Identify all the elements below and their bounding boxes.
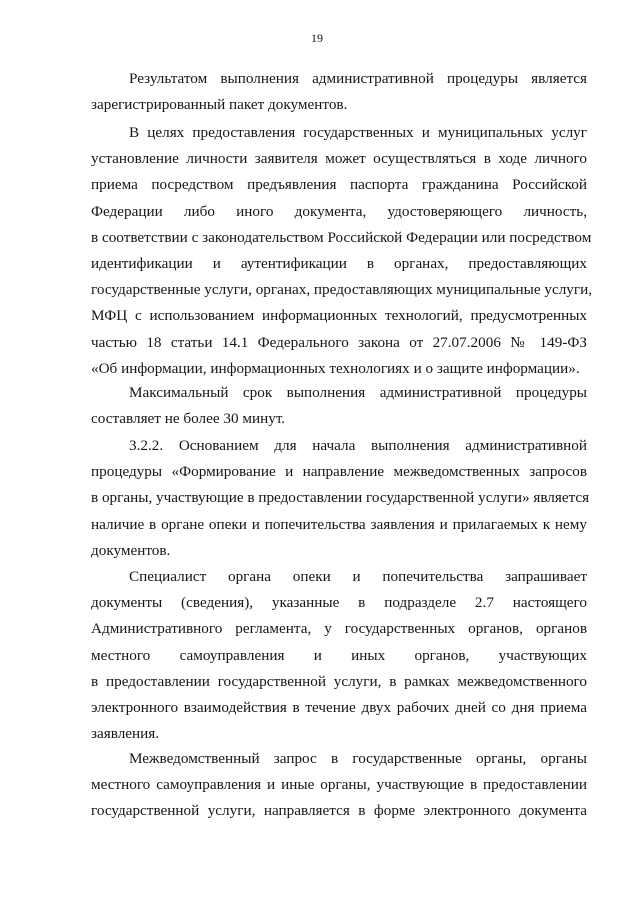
text-line: В целях предоставления государственных и муниципальных услуг [129,124,587,141]
text-line: местного самоуправления и иных органов, участвующих [91,646,587,664]
text-line: документов. [91,541,171,559]
text-line: процедуры «Формирование и направление межведомственных запросов [91,463,587,481]
text-line: государственной услуги, направляется в форме электронного документа [91,802,587,820]
text-line: зарегистрированный пакет документов. [91,96,348,114]
text-line: государственные услуги, органах, предоставляющих муниципальные услуги, [91,281,593,299]
text-line: в предоставлении государственной услуги, в рамках межведомственного [91,672,587,690]
text-line: Межведомственный запрос в государственные органы, органы [129,750,587,767]
text-line: Результатом выполнения административной процедуры является [129,70,587,87]
paragraph-max-time [91,380,587,432]
text-line: местного самоуправления и иные органы, участвующие в предоставлении [91,776,587,794]
paragraph-3-2-2 [91,433,590,564]
text-line: Федерации либо иного документа, удостоверяющего личность, [91,202,587,220]
text-line: Специалист органа опеки и попечительства запрашивает [129,568,587,585]
paragraph-specialist [91,564,587,747]
text-line: приема посредством предъявления паспорта гражданина Российской [91,176,587,194]
text-line: «Об информации, информационных технологиях и о защите информации». [91,359,580,377]
text-line: установление личности заявителя может осуществляться в ходе личного [91,150,587,168]
text-line: электронного взаимодействия в течение двух рабочих дней со дня приема [91,699,587,717]
text-line: наличие в органе опеки и попечительства заявления и прилагаемых к нему [91,515,587,533]
text-line: Максимальный срок выполнения административной процедуры [129,384,587,401]
paragraph-result [91,66,587,118]
text-line: частью 18 статьи 14.1 Федерального закона от 27.07.2006 № 149-ФЗ [91,333,587,351]
text-line: Административного регламента, у государственных органов, органов [91,620,587,638]
text-line: в соответствии с законодательством Российской Федерации или посредством [91,228,592,246]
text-line: идентификации и аутентификации в органах, предоставляющих [91,255,587,273]
text-line: МФЦ с использованием информационных технологий, предусмотренных [91,307,587,325]
text-line: в органы, участвующие в предоставлении государственной услуги» является [91,489,590,507]
text-line: 3.2.2. Основанием для начала выполнения административной [129,437,587,454]
text-line: заявления. [91,725,160,743]
text-line: документы (сведения), указанные в подразделе 2.7 настоящего [91,594,587,612]
paragraph-interagency-request [91,746,587,825]
page-number: 19 [311,31,323,45]
text-line: составляет не более 30 минут. [91,410,286,428]
paragraph-identification [91,120,593,382]
